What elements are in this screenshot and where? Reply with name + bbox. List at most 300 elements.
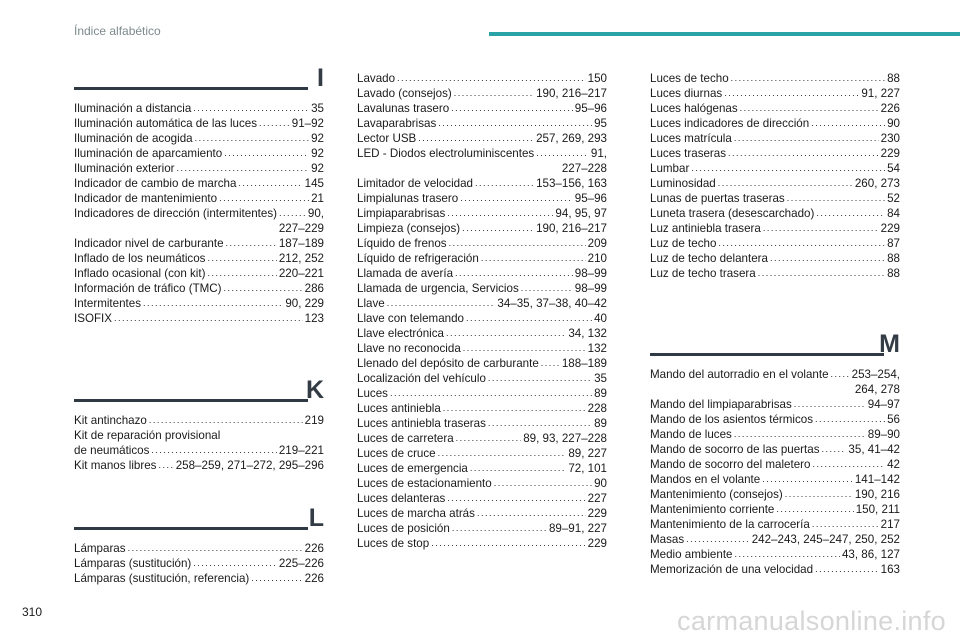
dot-leader (454, 85, 534, 101)
section-header (74, 63, 324, 101)
index-entry (74, 413, 324, 428)
entry-pages: 89 (594, 417, 607, 430)
entry-term: Limitador de velocidad (357, 177, 474, 190)
dot-leader (686, 531, 750, 547)
dot-leader (475, 175, 534, 191)
entry-list (650, 367, 900, 577)
entry-pages: 253–254, (851, 368, 900, 381)
section-header (650, 329, 900, 367)
entry-term: Luces indicadores de dirección (650, 117, 810, 130)
index-entry (74, 176, 324, 191)
index-entry (357, 326, 607, 341)
entry-term: Llamada de urgencia, Servicios (357, 282, 519, 295)
entry-pages: 91, 227 (861, 87, 900, 100)
entry-term: Luces de emergencia (357, 462, 468, 475)
entry-pages: 87 (887, 237, 900, 250)
entry-pages: 141–142 (854, 473, 900, 486)
entry-pages: 226 (304, 572, 324, 585)
entry-pages: 94–97 (867, 398, 900, 411)
entry-term: Llenado del depósito de carburante (357, 357, 539, 370)
entry-term: Llamada de avería (357, 267, 454, 280)
entry-term: Mantenimiento (consejos) (650, 488, 783, 501)
dot-leader (734, 130, 879, 146)
entry-term: Luz de techo trasera (650, 267, 756, 280)
entry-pages: 150 (587, 72, 607, 85)
index-entry (74, 458, 324, 473)
entry-term: Medio ambiente (650, 548, 733, 561)
entry-term: Iluminación exterior (74, 162, 175, 175)
index-entry (74, 556, 324, 571)
entry-term: Lámparas (sustitución, referencia) (74, 572, 250, 585)
entry-term: Luces de techo (650, 72, 729, 85)
dot-leader (816, 205, 885, 221)
dot-leader (193, 555, 277, 571)
entry-pages: 34, 132 (568, 327, 607, 340)
dot-leader (462, 220, 534, 236)
dot-leader (390, 385, 592, 401)
entry-pages: 229 (880, 147, 900, 160)
index-entry (74, 101, 324, 116)
entry-term: Luces antiniebla (357, 402, 441, 415)
index-entry (357, 71, 607, 86)
dot-leader (785, 486, 853, 502)
dot-leader (193, 100, 309, 116)
dot-leader (724, 85, 859, 101)
entry-term: Luz de techo delantera (650, 252, 768, 265)
index-column-2 (357, 71, 607, 551)
dot-leader (452, 520, 547, 536)
entry-pages: 226 (880, 102, 900, 115)
index-entry (650, 367, 900, 382)
entry-pages: 90 (887, 117, 900, 130)
entry-pages: 90, (307, 207, 324, 220)
entry-pages: 95–96 (574, 192, 607, 205)
entry-pages: 89–91, 227 (548, 522, 607, 535)
entry-term: Luces delanteras (357, 492, 446, 505)
entry-pages: 42 (887, 458, 900, 471)
index-entry (74, 571, 324, 586)
index-entry (357, 296, 607, 311)
entry-pages: 35 (311, 102, 324, 115)
entry-term: Intermitentes (74, 297, 142, 310)
dot-leader (279, 205, 306, 221)
entry-pages: 95 (594, 117, 607, 130)
index-entry (357, 266, 607, 281)
entry-pages: 190, 216–217 (536, 222, 607, 235)
entry-term: Localización del vehículo (357, 372, 486, 385)
dot-leader (541, 355, 560, 371)
dot-leader (219, 190, 309, 206)
index-entry (74, 541, 324, 556)
section-letter: K (305, 376, 324, 404)
dot-leader (128, 540, 303, 556)
entry-pages: 150, 211 (855, 503, 900, 516)
index-entry (357, 101, 607, 116)
index-entry (357, 131, 607, 146)
entry-pages: 188–189 (561, 357, 607, 370)
dot-leader (397, 70, 586, 86)
index-entry (74, 266, 324, 281)
index-entry (357, 491, 607, 506)
dot-leader (494, 475, 592, 491)
index-entry (650, 547, 900, 562)
dot-leader (446, 325, 566, 341)
entry-pages: 217 (880, 518, 900, 531)
index-entry (357, 506, 607, 521)
entry-term: Llave con telemando (357, 312, 464, 325)
section-L (74, 503, 324, 586)
dot-leader (460, 190, 573, 206)
entry-pages-continued: 227–228 (561, 162, 607, 175)
index-entry (650, 146, 900, 161)
entry-term: Limpialunas trasero (357, 192, 459, 205)
entry-pages: 91, (590, 147, 607, 160)
dot-leader (387, 295, 496, 311)
entry-term: Kit antinchazo (74, 414, 147, 427)
index-column-3 (650, 71, 900, 576)
dot-leader (177, 160, 310, 176)
entry-term: Luces de carretera (357, 432, 454, 445)
entry-pages: 123 (304, 312, 324, 325)
entry-pages: 91–92 (291, 117, 324, 130)
entry-pages: 242–243, 245–247, 250, 252 (751, 533, 900, 546)
entry-list (357, 71, 607, 551)
dot-leader (438, 445, 567, 461)
index-entry (650, 206, 900, 221)
index-entry: Kit de reparación provisional (74, 429, 221, 442)
index-entry (650, 191, 900, 206)
index-entry (74, 206, 324, 221)
index-entry (357, 476, 607, 491)
entry-pages: 90, 229 (285, 297, 324, 310)
dot-leader (691, 160, 885, 176)
entry-pages: 227 (587, 492, 607, 505)
entry-pages: 225–226 (278, 557, 324, 570)
section-divider (650, 353, 884, 356)
entry-term: Kit manos libres (74, 459, 157, 472)
entry-term: Inflado ocasional (con kit) (74, 267, 206, 280)
dot-leader (466, 310, 592, 326)
index-entry (650, 532, 900, 547)
entry-term: Luz antiniebla trasera (650, 222, 761, 235)
index-entry (357, 176, 607, 191)
entry-term: Llave no reconocida (357, 342, 461, 355)
entry-term: Indicador de cambio de marcha (74, 177, 237, 190)
dot-leader (521, 280, 573, 296)
entry-term: Lavaparabrisas (357, 117, 437, 130)
dot-leader (224, 145, 309, 161)
dot-leader (536, 145, 589, 161)
entry-pages: 94, 95, 97 (555, 207, 607, 220)
entry-pages: 258–259, 271–272, 295–296 (175, 459, 324, 472)
dot-leader (455, 265, 573, 281)
index-entry (650, 397, 900, 412)
entry-pages: 187–189 (278, 237, 324, 250)
entry-pages: 98–99 (574, 267, 607, 280)
index-entry (357, 116, 607, 131)
index-entry (650, 131, 900, 146)
section-divider (74, 527, 308, 530)
header-title: Índice alfabético (74, 24, 161, 38)
entry-pages: 98–99 (574, 282, 607, 295)
index-entry (650, 442, 900, 457)
dot-leader (149, 412, 303, 428)
entry-term: Indicador nivel de carburante (74, 237, 224, 250)
entry-term: Lavado (357, 72, 396, 85)
entry-pages: 34–35, 37–38, 40–42 (497, 297, 607, 310)
entry-term: Masas (650, 533, 685, 546)
entry-term: Lavado (consejos) (357, 87, 452, 100)
entry-term: Iluminación a distancia (74, 102, 192, 115)
index-entry (357, 146, 607, 161)
entry-term: Iluminación de aparcamiento (74, 147, 223, 160)
dot-leader (740, 100, 879, 116)
dot-leader (812, 456, 885, 472)
entry-term: Luces traseras (650, 147, 727, 160)
entry-term: de neumáticos (74, 444, 150, 457)
index-entry (650, 502, 900, 517)
dot-leader (438, 115, 592, 131)
dot-leader (731, 70, 885, 86)
entry-pages-continued: 264, 278 (854, 383, 900, 396)
index-entry (357, 311, 607, 326)
dot-leader (456, 430, 522, 446)
entry-pages: 72, 101 (568, 462, 607, 475)
section-letter: M (879, 330, 900, 358)
entry-term: Mando de luces (650, 428, 732, 441)
entry-term: Mandos en el volante (650, 473, 761, 486)
section-K (74, 375, 324, 473)
index-entry (357, 191, 607, 206)
entry-pages: 229 (587, 507, 607, 520)
index-entry (357, 416, 607, 431)
dot-leader (758, 265, 885, 281)
index-entry (650, 101, 900, 116)
entry-term: Luces matrícula (650, 132, 732, 145)
header-accent-bar (489, 32, 960, 36)
entry-pages: 210 (587, 252, 607, 265)
index-entry (357, 446, 607, 461)
dot-leader (143, 295, 283, 311)
entry-pages: 35, 41–42 (848, 443, 900, 456)
index-entry (650, 457, 900, 472)
entry-pages: 89, 93, 227–228 (523, 432, 607, 445)
index-entry (650, 176, 900, 191)
entry-pages: 209 (587, 237, 607, 250)
index-entry (357, 431, 607, 446)
dot-leader (114, 310, 303, 326)
index-entry (357, 521, 607, 536)
entry-pages: 95–96 (574, 102, 607, 115)
entry-pages: 40 (594, 312, 607, 325)
dot-leader (481, 250, 586, 266)
index-entry (74, 146, 324, 161)
index-entry (74, 236, 324, 251)
section-divider (74, 399, 308, 402)
entry-term: Luneta trasera (desescarchado) (650, 207, 815, 220)
dot-leader (447, 205, 553, 221)
entry-list (74, 541, 324, 586)
index-entry (74, 191, 324, 206)
entry-pages: 226 (304, 542, 324, 555)
entry-pages: 219 (304, 414, 324, 427)
entry-term: Lámparas (74, 542, 126, 555)
dot-leader (447, 490, 585, 506)
dot-leader (718, 175, 853, 191)
entry-pages: 153–156, 163 (536, 177, 607, 190)
entry-term: Mando de socorro de las puertas (650, 443, 820, 456)
entry-term: Información de tráfico (TMC) (74, 282, 222, 295)
index-entry (357, 536, 607, 551)
entry-pages: 84 (887, 207, 900, 220)
entry-term: Indicador de mantenimiento (74, 192, 218, 205)
entry-term: Luminosidad (650, 177, 716, 190)
entry-term: Limpiaparabrisas (357, 207, 446, 220)
index-entry (74, 281, 324, 296)
entry-pages: 260, 273 (854, 177, 900, 190)
dot-leader (195, 130, 310, 146)
dot-leader (443, 400, 586, 416)
index-entry (650, 116, 900, 131)
index-entry (74, 131, 324, 146)
entry-pages: 190, 216–217 (536, 87, 607, 100)
index-entry (357, 356, 607, 371)
entry-pages: 89–90 (867, 428, 900, 441)
entry-pages: 92 (311, 147, 324, 160)
dot-leader (815, 561, 879, 577)
dot-leader (418, 130, 534, 146)
entry-term: Luz de techo (650, 237, 717, 250)
entry-term: Mando de socorro del maletero (650, 458, 811, 471)
entry-pages: 145 (304, 177, 324, 190)
entry-pages: 92 (311, 162, 324, 175)
dot-leader (477, 505, 586, 521)
entry-term: Lunas de puertas traseras (650, 192, 785, 205)
index-entry (357, 206, 607, 221)
dot-leader (718, 235, 885, 251)
dot-leader (812, 516, 879, 532)
index-entry (74, 296, 324, 311)
page-number: 310 (22, 605, 43, 619)
index-entry (357, 401, 607, 416)
dot-leader (470, 460, 566, 476)
index-entry (650, 236, 900, 251)
dot-leader (449, 235, 586, 251)
entry-pages: 229 (880, 222, 900, 235)
entry-pages: 43, 86, 127 (841, 548, 900, 561)
entry-pages-continued: 227–229 (278, 222, 324, 235)
entry-pages: 54 (887, 162, 900, 175)
entry-term: Luces de cruce (357, 447, 436, 460)
index-entry (650, 221, 900, 236)
entry-term: Luces de stop (357, 537, 430, 550)
entry-pages: 89, 227 (568, 447, 607, 460)
entry-pages: 212, 252 (278, 252, 324, 265)
watermark: carmanualsonline.info (677, 606, 946, 636)
entry-term: Luces diurnas (650, 87, 723, 100)
entry-term: Lumbar (650, 162, 690, 175)
index-entry (74, 251, 324, 266)
section-divider (74, 87, 308, 90)
dot-leader (776, 501, 853, 517)
entry-term: Luces (357, 387, 388, 400)
index-entry (357, 341, 607, 356)
entry-pages: 21 (311, 192, 324, 205)
section-letter: L (308, 504, 324, 532)
entry-pages: 89 (594, 387, 607, 400)
entry-term: Líquido de refrigeración (357, 252, 479, 265)
index-entry (650, 472, 900, 487)
entry-pages: 132 (587, 342, 607, 355)
dot-leader (259, 115, 290, 131)
entry-term: Mando del limpiaparabrisas (650, 398, 792, 411)
entry-term: Indicadores de dirección (intermitentes) (74, 207, 277, 220)
index-entry (74, 116, 324, 131)
entry-term: Llave electrónica (357, 327, 445, 340)
index-entry (650, 562, 900, 577)
dot-leader (734, 426, 866, 442)
dot-leader (488, 415, 592, 431)
dot-leader (151, 442, 276, 458)
dot-leader (822, 441, 847, 457)
entry-term: Luces de posición (357, 522, 450, 535)
index-entry (650, 412, 900, 427)
dot-leader (488, 370, 592, 386)
entry-pages: 228 (587, 402, 607, 415)
entry-pages: 56 (887, 413, 900, 426)
entry-term: Memorización de una velocidad (650, 563, 814, 576)
entry-term: Limpieza (consejos) (357, 222, 461, 235)
dot-leader (770, 250, 885, 266)
entry-term: ISOFIX (74, 312, 113, 325)
entry-pages: 88 (887, 267, 900, 280)
dot-leader (728, 145, 879, 161)
section-I (74, 63, 324, 326)
index-entry (357, 251, 607, 266)
entry-list (650, 71, 900, 281)
dot-leader (787, 190, 885, 206)
index-entry (357, 86, 607, 101)
section-letter: I (317, 64, 324, 92)
entry-pages: 190, 216 (854, 488, 900, 501)
entry-term: Lector USB (357, 132, 417, 145)
entry-term: Mantenimiento corriente (650, 503, 775, 516)
index-entry (74, 443, 324, 458)
entry-pages: 286 (304, 282, 324, 295)
entry-term: Luces de estacionamiento (357, 477, 492, 490)
dot-leader (815, 411, 885, 427)
dot-leader (831, 366, 850, 382)
index-entry (357, 371, 607, 386)
dot-leader (735, 546, 840, 562)
section-header (74, 503, 324, 541)
index-entry (357, 386, 607, 401)
index-entry (357, 461, 607, 476)
dot-leader (463, 340, 586, 356)
index-entry (650, 86, 900, 101)
entry-term: Mando del autorradio en el volante (650, 368, 829, 381)
dot-leader (762, 471, 853, 487)
dot-leader (238, 175, 302, 191)
entry-pages: 257, 269, 293 (536, 132, 607, 145)
entry-pages: 92 (311, 132, 324, 145)
index-entry (357, 221, 607, 236)
entry-pages: 52 (887, 192, 900, 205)
section-M (650, 329, 900, 577)
entry-term: Luces halógenas (650, 102, 738, 115)
entry-term: Inflado de los neumáticos (74, 252, 206, 265)
entry-pages: 230 (880, 132, 900, 145)
